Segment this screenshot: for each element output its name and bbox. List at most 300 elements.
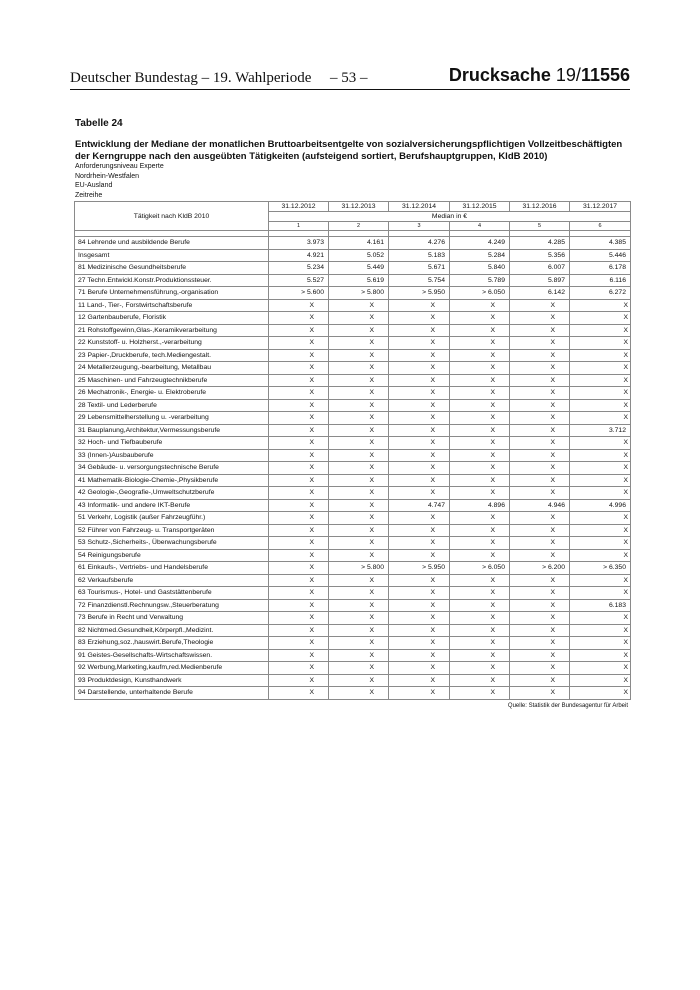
value-cell: X (389, 349, 450, 362)
row-label: Insgesamt (75, 249, 269, 262)
value-cell: X (389, 574, 450, 587)
value-cell: X (269, 474, 329, 487)
value-cell: X (389, 324, 450, 337)
value-cell: 6.178 (570, 262, 631, 275)
value-cell: X (450, 487, 510, 500)
column-number: 3 (389, 222, 450, 231)
table-label: Tabelle 24 (75, 118, 123, 129)
column-header-date: 31.12.2014 (389, 202, 450, 212)
table-row (75, 599, 631, 612)
table-row (75, 474, 631, 487)
value-cell: X (329, 362, 389, 375)
value-cell: X (389, 512, 450, 525)
row-label: 32 Hoch- und Tiefbauberufe (75, 437, 269, 450)
value-cell: X (389, 587, 450, 600)
value-cell: X (510, 362, 570, 375)
value-cell: X (329, 437, 389, 450)
value-cell: X (389, 637, 450, 650)
table-row (75, 624, 631, 637)
value-cell: X (269, 637, 329, 650)
value-cell: X (570, 374, 631, 387)
value-cell: X (510, 449, 570, 462)
value-cell: > 6.050 (450, 287, 510, 300)
meta-line: Zeitreihe (75, 191, 103, 199)
value-cell: X (329, 312, 389, 325)
value-cell: X (269, 687, 329, 700)
value-cell: X (450, 474, 510, 487)
value-cell: X (570, 549, 631, 562)
value-cell: 4.996 (570, 499, 631, 512)
value-cell: X (450, 674, 510, 687)
row-label: 12 Gartenbauberufe, Floristik (75, 312, 269, 325)
value-cell: X (329, 599, 389, 612)
value-cell: X (329, 324, 389, 337)
value-cell: X (329, 662, 389, 675)
table-row (75, 662, 631, 675)
value-cell: X (329, 374, 389, 387)
value-cell: 5.449 (329, 262, 389, 275)
value-cell: X (389, 524, 450, 537)
value-cell: X (510, 674, 570, 687)
value-cell: X (269, 512, 329, 525)
value-cell: X (570, 649, 631, 662)
value-cell: X (269, 374, 329, 387)
row-label: 91 Geistes-Gesellschafts-Wirtschaftswissen. (75, 649, 269, 662)
value-cell: X (389, 412, 450, 425)
row-label: 24 Metallerzeugung,-bearbeitung, Metallbau (75, 362, 269, 375)
table-row (75, 324, 631, 337)
value-cell: X (269, 299, 329, 312)
value-cell: X (510, 637, 570, 650)
value-cell: 4.161 (329, 237, 389, 250)
value-cell: X (450, 324, 510, 337)
value-cell: X (510, 487, 570, 500)
column-header-date: 31.12.2017 (570, 202, 631, 212)
value-cell: X (510, 612, 570, 625)
value-cell: X (570, 687, 631, 700)
median-header: Median in € (269, 212, 631, 222)
value-cell: X (510, 599, 570, 612)
table-row (75, 412, 631, 425)
value-cell: X (450, 612, 510, 625)
value-cell: X (570, 462, 631, 475)
value-cell: X (510, 324, 570, 337)
value-cell: X (329, 487, 389, 500)
row-label: 29 Lebensmittelherstellung u. -verarbeitung (75, 412, 269, 425)
value-cell: 5.789 (450, 274, 510, 287)
value-cell: X (329, 499, 389, 512)
value-cell: X (450, 374, 510, 387)
table-row (75, 337, 631, 350)
value-cell: X (269, 349, 329, 362)
value-cell: X (269, 524, 329, 537)
table-row (75, 537, 631, 550)
value-cell: X (329, 687, 389, 700)
row-label: 28 Textil- und Lederberufe (75, 399, 269, 412)
value-cell: X (510, 687, 570, 700)
value-cell: X (329, 574, 389, 587)
value-cell: X (389, 687, 450, 700)
value-cell: X (510, 299, 570, 312)
value-cell: X (269, 362, 329, 375)
value-cell: X (329, 637, 389, 650)
row-label: 33 (Innen-)Ausbauberufe (75, 449, 269, 462)
value-cell: X (329, 649, 389, 662)
source-note: Quelle: Statistik der Bundesagentur für Arbeit (507, 703, 628, 709)
value-cell: X (389, 537, 450, 550)
table-row (75, 499, 631, 512)
value-cell: 4.946 (510, 499, 570, 512)
value-cell: X (510, 424, 570, 437)
value-cell: X (389, 399, 450, 412)
value-cell: X (570, 574, 631, 587)
value-cell: X (329, 612, 389, 625)
column-header-date: 31.12.2012 (269, 202, 329, 212)
value-cell: X (329, 337, 389, 350)
value-cell: X (329, 624, 389, 637)
value-cell: 5.356 (510, 249, 570, 262)
value-cell: X (570, 662, 631, 675)
drucksache-number-prefix: 19/ (555, 65, 581, 85)
value-cell: 4.276 (389, 237, 450, 250)
value-cell: 6.007 (510, 262, 570, 275)
value-cell: X (570, 612, 631, 625)
table-row (75, 399, 631, 412)
value-cell: 5.897 (510, 274, 570, 287)
value-cell: X (269, 587, 329, 600)
header-drucksache (449, 65, 630, 86)
value-cell: X (269, 387, 329, 400)
value-cell: X (570, 449, 631, 462)
column-header-date: 31.12.2016 (510, 202, 570, 212)
value-cell: X (389, 299, 450, 312)
value-cell: 4.921 (269, 249, 329, 262)
value-cell: X (450, 312, 510, 325)
value-cell: > 5.950 (389, 287, 450, 300)
row-label: 54 Reinigungsberufe (75, 549, 269, 562)
table-row (75, 287, 631, 300)
row-label: 73 Berufe in Recht und Verwaltung (75, 612, 269, 625)
value-cell: X (570, 362, 631, 375)
value-cell: X (389, 674, 450, 687)
table-row (75, 424, 631, 437)
table-row (75, 249, 631, 262)
value-cell: X (510, 662, 570, 675)
value-cell: X (450, 424, 510, 437)
header-rule (70, 89, 630, 90)
value-cell: > 5.600 (269, 287, 329, 300)
row-label: 81 Medizinische Gesundheitsberufe (75, 262, 269, 275)
value-cell: X (269, 674, 329, 687)
column-number: 1 (269, 222, 329, 231)
row-label: 51 Verkehr, Logistik (außer Fahrzeugführ.) (75, 512, 269, 525)
table-title: Entwicklung der Mediane der monatlichen Bruttoarbeitsentgelte von sozialversicherungspflichtigen Vollzeitbeschäftigten der Kerngruppe nach den ausgeübten Tätigkeiten (aufsteigend sortiert, Berufshauptgruppen, KldB 2010) (75, 139, 623, 162)
row-label: 53 Schutz-,Sicherheits-, Überwachungsberufe (75, 537, 269, 550)
value-cell: X (570, 587, 631, 600)
value-cell: 6.183 (570, 599, 631, 612)
row-label: 71 Berufe Unternehmensführung,-organisation (75, 287, 269, 300)
value-cell: X (570, 674, 631, 687)
row-label: 92 Werbung,Marketing,kaufm,red.Medienberufe (75, 662, 269, 675)
value-cell: X (269, 399, 329, 412)
value-cell: X (570, 299, 631, 312)
value-cell: 4.896 (450, 499, 510, 512)
value-cell: 6.142 (510, 287, 570, 300)
row-label: 63 Tourismus-, Hotel- und Gaststättenberufe (75, 587, 269, 600)
value-cell: X (570, 337, 631, 350)
value-cell: X (450, 399, 510, 412)
row-label: 21 Rohstoffgewinn,Glas-,Keramikverarbeitung (75, 324, 269, 337)
table-row (75, 649, 631, 662)
value-cell: 5.234 (269, 262, 329, 275)
value-cell: X (510, 549, 570, 562)
value-cell: X (570, 349, 631, 362)
value-cell: X (329, 474, 389, 487)
value-cell: X (570, 312, 631, 325)
value-cell: X (450, 537, 510, 550)
table-row (75, 587, 631, 600)
value-cell: X (570, 624, 631, 637)
value-cell: X (570, 324, 631, 337)
header-publication: Deutscher Bundestag – 19. Wahlperiode (70, 70, 312, 86)
table-row (75, 524, 631, 537)
value-cell: X (269, 487, 329, 500)
row-label: 83 Erziehung,soz.,hauswirt.Berufe,Theologie (75, 637, 269, 650)
value-cell: X (329, 412, 389, 425)
value-cell: X (510, 524, 570, 537)
value-cell: X (450, 574, 510, 587)
value-cell: X (510, 474, 570, 487)
value-cell: 5.052 (329, 249, 389, 262)
value-cell: X (510, 374, 570, 387)
table-row (75, 487, 631, 500)
value-cell: > 5.800 (329, 562, 389, 575)
value-cell: X (570, 412, 631, 425)
table-row (75, 362, 631, 375)
header-page-number: – 53 – (330, 70, 368, 86)
value-cell: X (510, 349, 570, 362)
value-cell: 6.116 (570, 274, 631, 287)
value-cell: X (389, 312, 450, 325)
table-row (75, 462, 631, 475)
value-cell: X (389, 462, 450, 475)
value-cell: 6.272 (570, 287, 631, 300)
value-cell: X (510, 337, 570, 350)
value-cell: X (329, 587, 389, 600)
value-cell: X (450, 387, 510, 400)
value-cell: X (269, 599, 329, 612)
value-cell: > 5.800 (329, 287, 389, 300)
value-cell: X (329, 399, 389, 412)
value-cell: X (269, 412, 329, 425)
value-cell: X (570, 437, 631, 450)
value-cell: X (269, 337, 329, 350)
column-header-activity: Tätigkeit nach KldB 2010 (75, 202, 269, 231)
value-cell: > 6.050 (450, 562, 510, 575)
value-cell: X (510, 387, 570, 400)
table-row (75, 674, 631, 687)
value-cell: X (389, 374, 450, 387)
table-row (75, 562, 631, 575)
value-cell: X (389, 624, 450, 637)
value-cell: 4.285 (510, 237, 570, 250)
value-cell: X (450, 524, 510, 537)
value-cell: X (269, 562, 329, 575)
value-cell: > 5.950 (389, 562, 450, 575)
table-row (75, 449, 631, 462)
value-cell: X (450, 624, 510, 637)
table-body (75, 231, 631, 700)
value-cell: X (269, 549, 329, 562)
value-cell: X (269, 537, 329, 550)
column-header-date: 31.12.2013 (329, 202, 389, 212)
value-cell: X (269, 662, 329, 675)
row-label: 43 Informatik- und andere IKT-Berufe (75, 499, 269, 512)
table-row (75, 374, 631, 387)
value-cell: X (269, 462, 329, 475)
value-cell: X (389, 437, 450, 450)
value-cell: X (510, 312, 570, 325)
value-cell: X (450, 662, 510, 675)
value-cell: X (329, 387, 389, 400)
value-cell: X (450, 462, 510, 475)
table-row (75, 549, 631, 562)
value-cell: X (570, 474, 631, 487)
column-number: 4 (450, 222, 510, 231)
value-cell: X (450, 687, 510, 700)
drucksache-number-suffix: 11556 (580, 65, 630, 85)
value-cell: 3.712 (570, 424, 631, 437)
value-cell: X (389, 649, 450, 662)
row-label: 34 Gebäude- u. versorgungstechnische Berufe (75, 462, 269, 475)
value-cell: 5.284 (450, 249, 510, 262)
table-row (75, 574, 631, 587)
value-cell: X (389, 487, 450, 500)
value-cell: > 6.200 (510, 562, 570, 575)
column-number: 6 (570, 222, 631, 231)
value-cell: X (269, 612, 329, 625)
value-cell: X (269, 624, 329, 637)
row-label: 62 Verkaufsberufe (75, 574, 269, 587)
value-cell: 5.754 (389, 274, 450, 287)
value-cell: X (389, 424, 450, 437)
table-row (75, 299, 631, 312)
value-cell: X (570, 524, 631, 537)
value-cell: X (450, 512, 510, 525)
row-label: 27 Techn.Entwickl.Konstr.Produktionssteuer. (75, 274, 269, 287)
row-label: 26 Mechatronik-, Energie- u. Elektroberufe (75, 387, 269, 400)
table-row (75, 237, 631, 250)
value-cell: X (329, 512, 389, 525)
value-cell: 3.973 (269, 237, 329, 250)
value-cell: X (450, 337, 510, 350)
median-table (74, 201, 631, 700)
row-label: 61 Einkaufs-, Vertriebs- und Handelsberufe (75, 562, 269, 575)
value-cell: X (269, 574, 329, 587)
value-cell: X (450, 549, 510, 562)
value-cell: X (269, 649, 329, 662)
value-cell: X (510, 574, 570, 587)
value-cell: X (269, 324, 329, 337)
value-cell: X (389, 362, 450, 375)
row-label: 94 Darstellende, unterhaltende Berufe (75, 687, 269, 700)
table-row (75, 262, 631, 275)
drucksache-label: Drucksache (448, 65, 551, 85)
meta-line: Anforderungsniveau Experte (75, 163, 164, 170)
row-label: 23 Papier-,Druckberufe, tech.Mediengestalt. (75, 349, 269, 362)
value-cell: X (570, 637, 631, 650)
value-cell: 5.183 (389, 249, 450, 262)
value-cell: 4.385 (570, 237, 631, 250)
row-label: 84 Lehrende und ausbildende Berufe (75, 237, 269, 250)
value-cell: X (510, 512, 570, 525)
value-cell: X (510, 412, 570, 425)
value-cell: X (389, 449, 450, 462)
value-cell: 4.747 (389, 499, 450, 512)
value-cell: X (389, 612, 450, 625)
value-cell: X (510, 462, 570, 475)
table-row (75, 437, 631, 450)
value-cell: X (329, 537, 389, 550)
value-cell: X (450, 349, 510, 362)
value-cell: X (329, 349, 389, 362)
value-cell: X (389, 387, 450, 400)
value-cell: X (269, 312, 329, 325)
value-cell: X (510, 399, 570, 412)
row-label: 52 Führer von Fahrzeug- u. Transportgeräten (75, 524, 269, 537)
value-cell: X (329, 462, 389, 475)
row-label: 31 Bauplanung,Architektur,Vermessungsberufe (75, 424, 269, 437)
row-label: 72 Finanzdienstl.Rechnungsw.,Steuerberatung (75, 599, 269, 612)
value-cell: 5.619 (329, 274, 389, 287)
value-cell: X (510, 437, 570, 450)
value-cell: 5.446 (570, 249, 631, 262)
table-row (75, 687, 631, 700)
value-cell: X (510, 649, 570, 662)
table-row (75, 637, 631, 650)
table-row (75, 612, 631, 625)
value-cell: X (329, 674, 389, 687)
value-cell: X (269, 499, 329, 512)
table-row (75, 512, 631, 525)
value-cell: 5.671 (389, 262, 450, 275)
value-cell: X (269, 424, 329, 437)
value-cell: X (450, 449, 510, 462)
meta-line: EU-Ausland (75, 182, 113, 189)
value-cell: X (329, 549, 389, 562)
value-cell: X (450, 412, 510, 425)
value-cell: X (329, 299, 389, 312)
column-number: 5 (510, 222, 570, 231)
table-row (75, 274, 631, 287)
value-cell: X (389, 337, 450, 350)
value-cell: X (329, 424, 389, 437)
value-cell: X (570, 537, 631, 550)
value-cell: X (450, 637, 510, 650)
row-label: 42 Geologie-,Geografie-,Umweltschutzberufe (75, 487, 269, 500)
value-cell: 5.527 (269, 274, 329, 287)
value-cell: X (269, 437, 329, 450)
column-number: 2 (329, 222, 389, 231)
value-cell: X (450, 649, 510, 662)
value-cell: X (570, 387, 631, 400)
value-cell: X (510, 537, 570, 550)
value-cell: X (510, 587, 570, 600)
value-cell: X (389, 549, 450, 562)
table-row (75, 349, 631, 362)
row-label: 11 Land-, Tier-, Forstwirtschaftsberufe (75, 299, 269, 312)
value-cell: 4.249 (450, 237, 510, 250)
